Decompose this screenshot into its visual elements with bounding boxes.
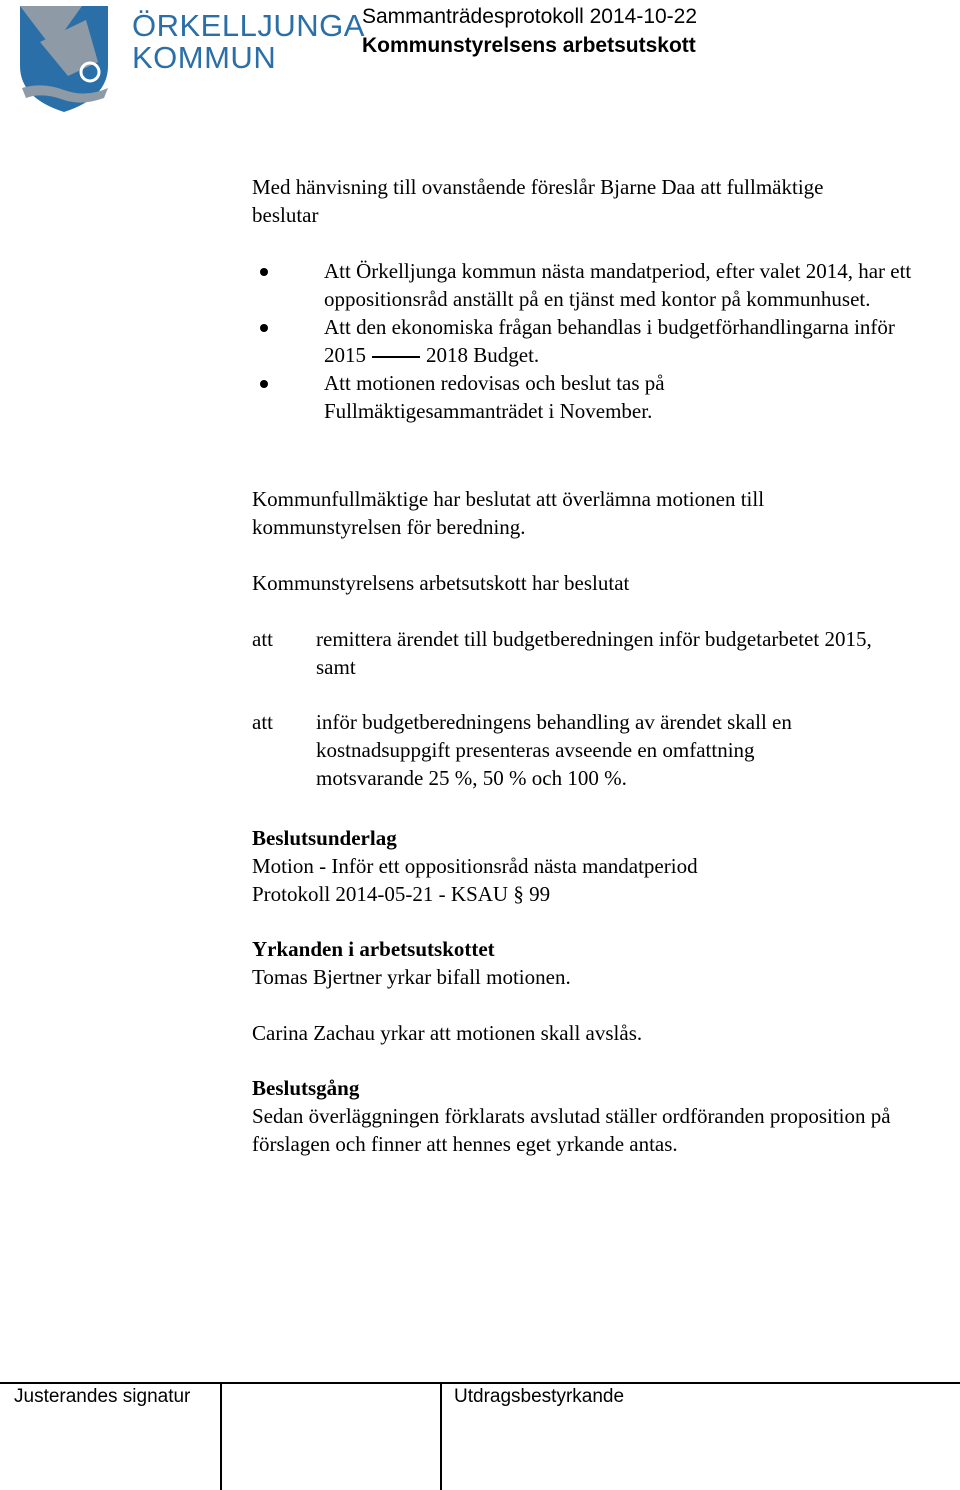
proposal-text-continuation: 2018 Budget. [426, 343, 540, 367]
coat-of-arms-icon [12, 2, 122, 114]
municipality-logo [12, 2, 365, 114]
bullet-icon [260, 380, 268, 388]
procedure-heading: Beslutsgång [252, 1076, 360, 1100]
signature-footer [0, 1382, 960, 1490]
list-item [252, 369, 744, 425]
proposal-text: Att Örkelljunga kommun nästa mandatperiod, efter valet 2014, har ett oppositionsråd anställt på en tjänst med kontor på kommunhuset. [324, 259, 912, 311]
procedure-text: Sedan överläggningen förklarats avslutad ställer ordföranden proposition på förslagen och finner att hennes eget yrkande antas. [252, 1104, 891, 1156]
committee-name: Kommunstyrelsens arbetsutskott [362, 34, 696, 57]
certified-label: Utdragsbestyrkande [454, 1386, 625, 1407]
footer-divider [0, 1382, 960, 1384]
claim-1: Tomas Bjertner yrkar bifall motionen. [252, 965, 571, 989]
logo-text-line1: ÖRKELLJUNGA [132, 8, 365, 43]
intro-paragraph: Med hänvisning till ovanstående föreslår Bjarne Daa att fullmäktige beslutar [252, 175, 824, 227]
footer-column-divider [440, 1382, 442, 1490]
basis-line-1: Motion - Inför ett oppositionsråd nästa mandatperiod [252, 854, 698, 878]
claims-heading: Yrkanden i arbetsutskottet [252, 937, 495, 961]
proposal-text: Att den ekonomiska frågan behandlas i budgetförhandlingarna inför 2015 [324, 315, 895, 367]
claim-2: Carina Zachau yrkar att motionen skall avslås. [252, 1021, 643, 1045]
kf-decision: Kommunfullmäktige har beslutat att överlämna motionen till kommunstyrelsen för beredning. [252, 487, 765, 539]
basis-line-2: Protokoll 2014-05-21 - KSAU § 99 [252, 882, 551, 906]
proposal-text: Att motionen redovisas och beslut tas på Fullmäktigesammanträdet i November. [324, 371, 665, 423]
logo-text-line2: KOMMUN [132, 40, 277, 75]
decision-key: att [252, 710, 273, 734]
signature-label: Justerandes signatur [14, 1386, 191, 1407]
footer-column-divider [220, 1382, 222, 1490]
decision-text: inför budgetberedningens behandling av ärendet skall en kostnadsuppgift presenteras avseende en omfattning motsvarande 25 %, 50 % och 100 %. [316, 710, 792, 790]
bullet-icon [260, 268, 268, 276]
bullet-icon [260, 324, 268, 332]
proposal-list [252, 257, 942, 425]
list-item [252, 257, 924, 313]
basis-heading: Beslutsunderlag [252, 826, 397, 850]
ksau-decision: Kommunstyrelsens arbetsutskott har beslutat [252, 571, 630, 595]
dash-line [372, 356, 420, 358]
decision-text: remittera ärendet till budgetberedningen inför budgetarbetet 2015, samt [316, 627, 872, 679]
decision-key: att [252, 627, 273, 651]
list-item [252, 313, 924, 369]
protocol-title: Sammanträdesprotokoll 2014-10-22 [362, 5, 698, 28]
